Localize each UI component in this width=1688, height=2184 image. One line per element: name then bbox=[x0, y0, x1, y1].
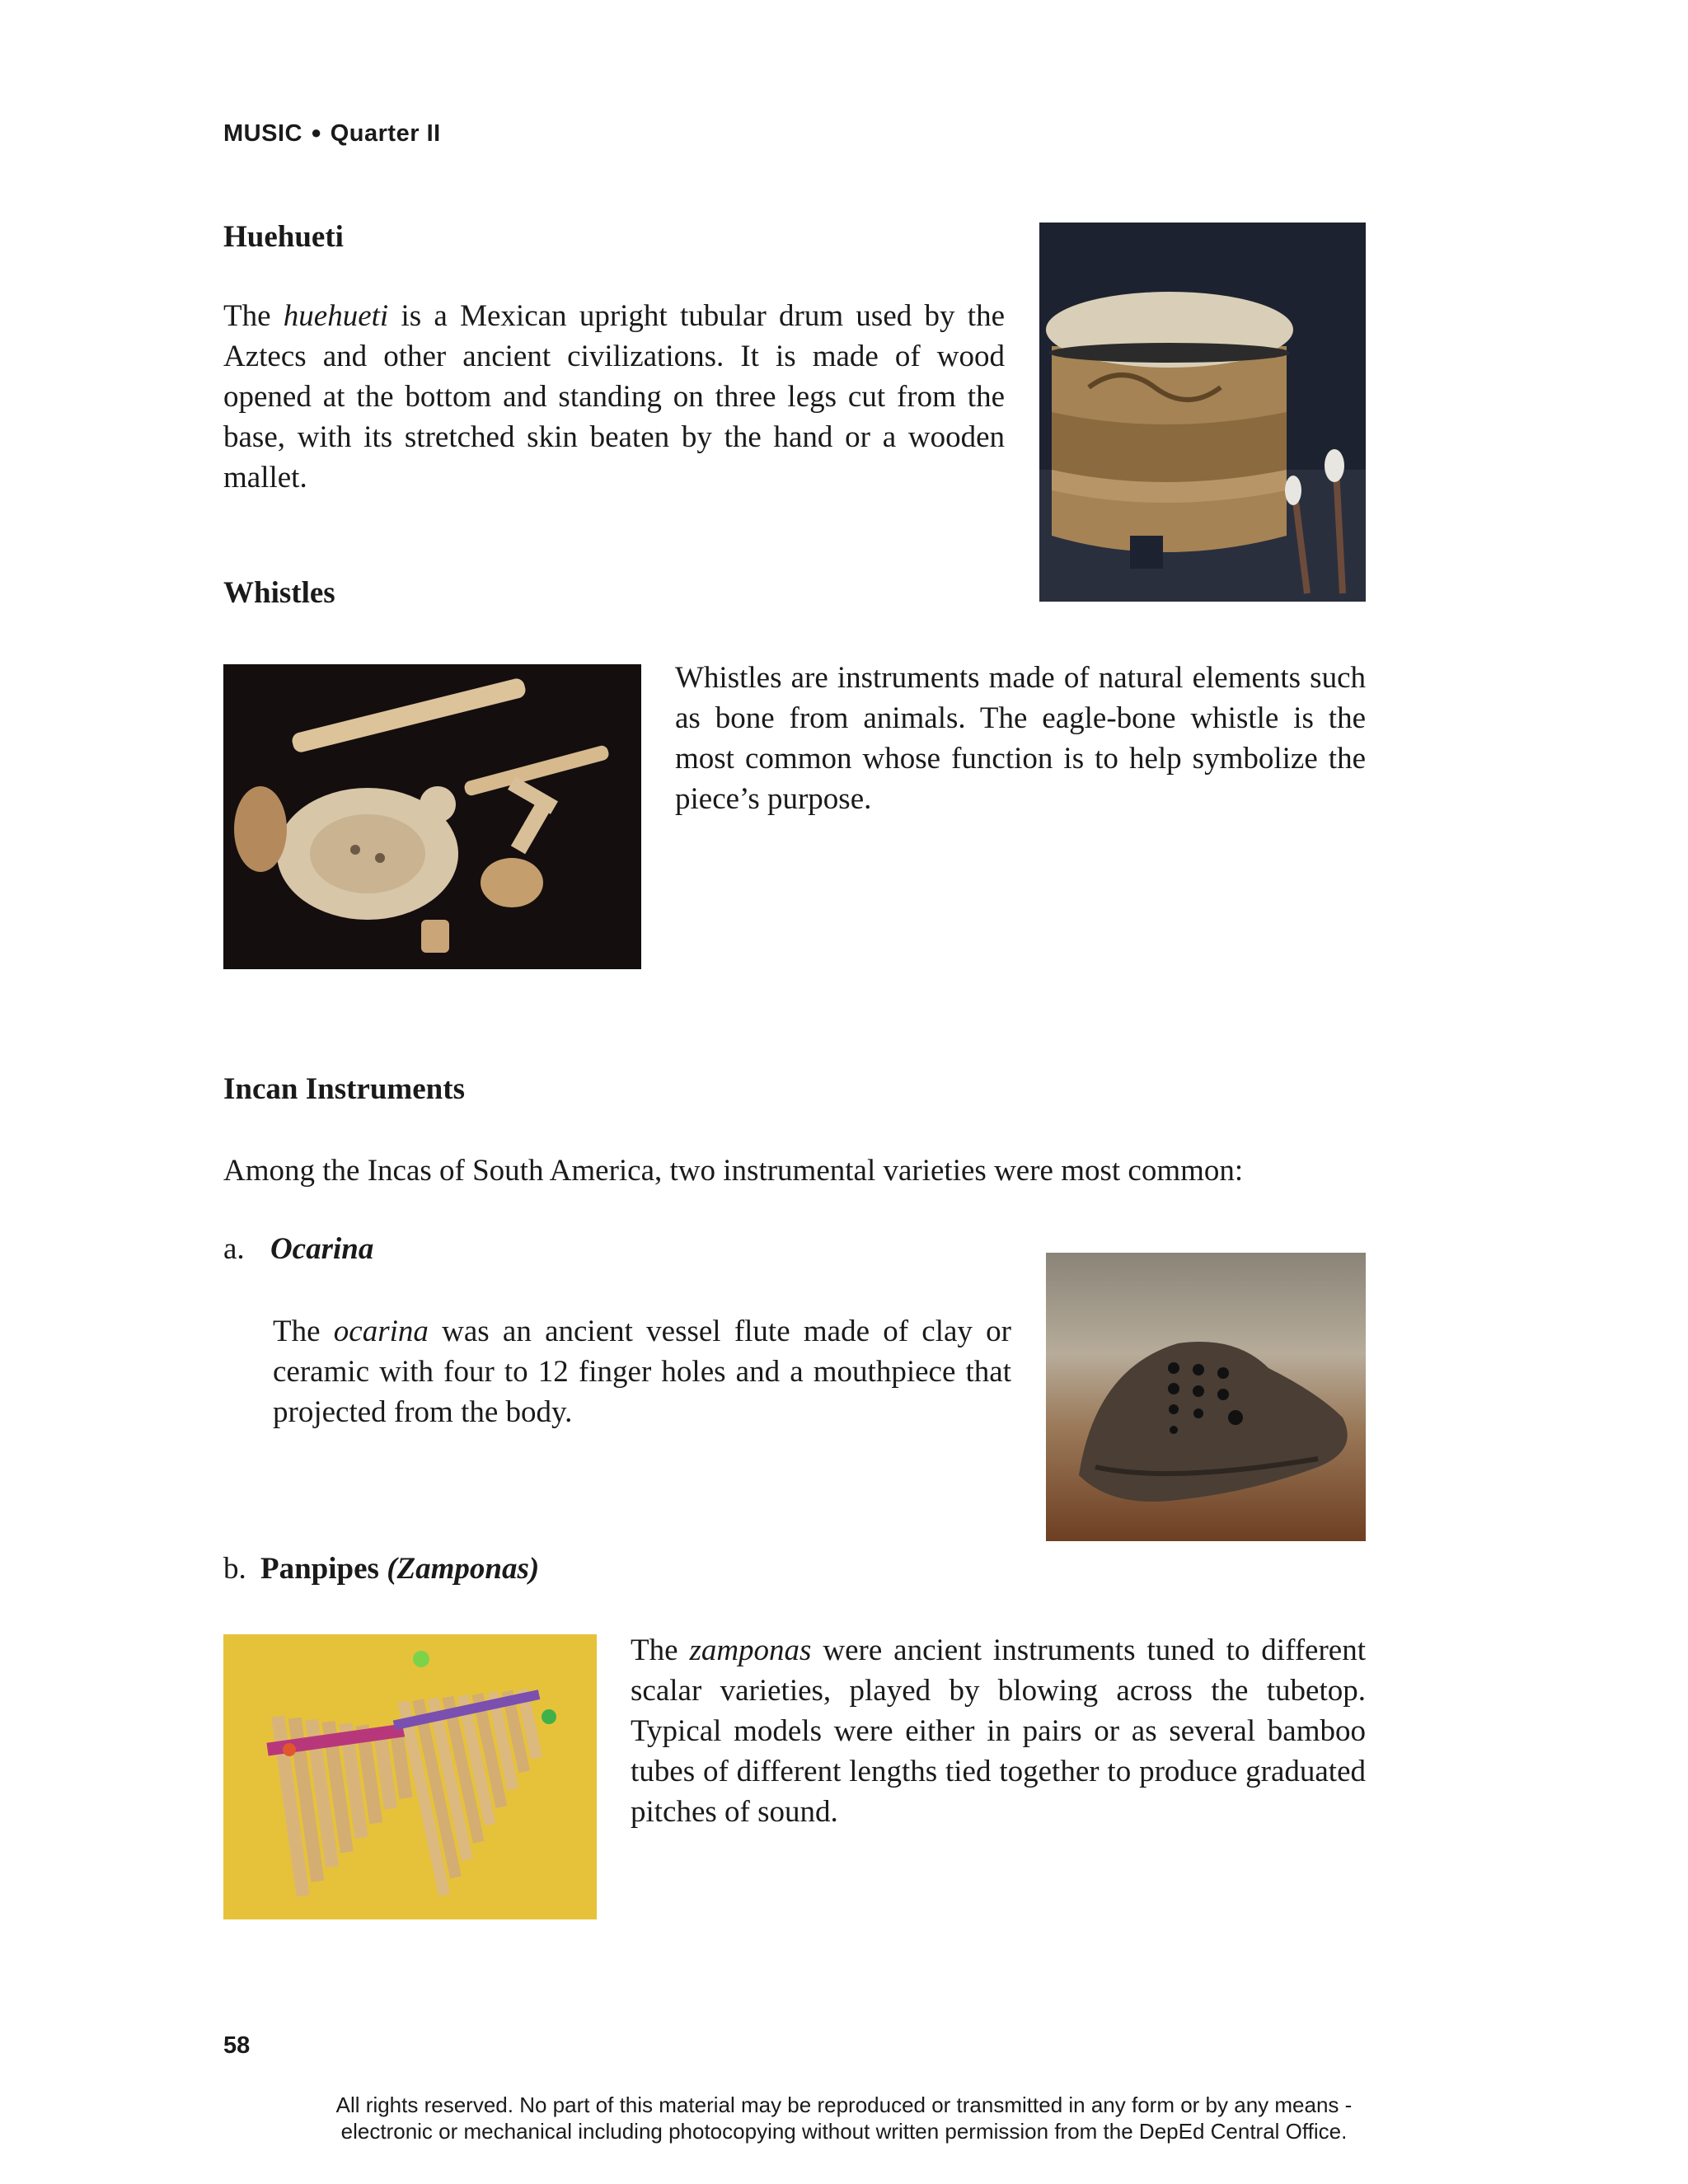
panpipes-marker: b. bbox=[223, 1552, 246, 1586]
panpipes-text: The zamponas were ancient instruments tuned to different scalar varieties, played by blowing across the tubetop. Typical models were either in pairs or as several bamboo tubes of different lengths tied together to produce graduated pitches of sound. bbox=[631, 1633, 1366, 1829]
rights-notice bbox=[247, 2092, 1441, 2144]
huehueti-text: The huehueti is a Mexican upright tubular drum used by the Aztecs and other ancient civilizations. It is made of wood opened at the bottom and standing on three legs cut from the base, with its stretched skin beaten by the hand or a wooden mallet. bbox=[223, 299, 1005, 494]
panpipes-title-em: (Zamponas) bbox=[387, 1552, 540, 1586]
whistles-heading: Whistles bbox=[223, 576, 335, 610]
rights-line-2: electronic or mechanical including photocopying without written permission from the DepEd Central Office. bbox=[340, 2119, 1348, 2144]
page-number: 58 bbox=[223, 2032, 251, 2059]
running-header bbox=[223, 120, 441, 148]
header-subject: MUSIC bbox=[223, 120, 302, 147]
ocarina-text: The ocarina was an ancient vessel flute made of clay or ceramic with four to 12 finger holes and a mouthpiece that projected from the body. bbox=[273, 1315, 1011, 1429]
huehueti-heading: Huehueti bbox=[223, 220, 344, 254]
ocarina-photo bbox=[1046, 1253, 1366, 1541]
incan-intro: Among the Incas of South America, two instrumental varieties were most common: bbox=[223, 1154, 1244, 1188]
whistles-photo bbox=[223, 664, 641, 969]
panpipes-photo bbox=[223, 1634, 597, 1919]
header-separator: ● bbox=[310, 122, 322, 143]
header-quarter: Quarter II bbox=[330, 120, 441, 147]
ocarina-heading bbox=[223, 1231, 373, 1267]
panpipes-title: Panpipes bbox=[260, 1552, 379, 1586]
whistles-text: Whistles are instruments made of natural elements such as bone from animals. The eagle-bone whistle is the most common whose function is to help symbolize the piece’s purpose. bbox=[675, 661, 1366, 816]
huehueti-drum-photo bbox=[1039, 223, 1366, 602]
panpipes-heading bbox=[223, 1551, 539, 1586]
incan-heading: Incan Instruments bbox=[223, 1072, 465, 1106]
rights-line-1: All rights reserved. No part of this material may be reproduced or transmitted in any form or by any means - bbox=[335, 2093, 1353, 2117]
ocarina-marker: a. bbox=[223, 1232, 245, 1266]
ocarina-title: Ocarina bbox=[270, 1232, 374, 1266]
